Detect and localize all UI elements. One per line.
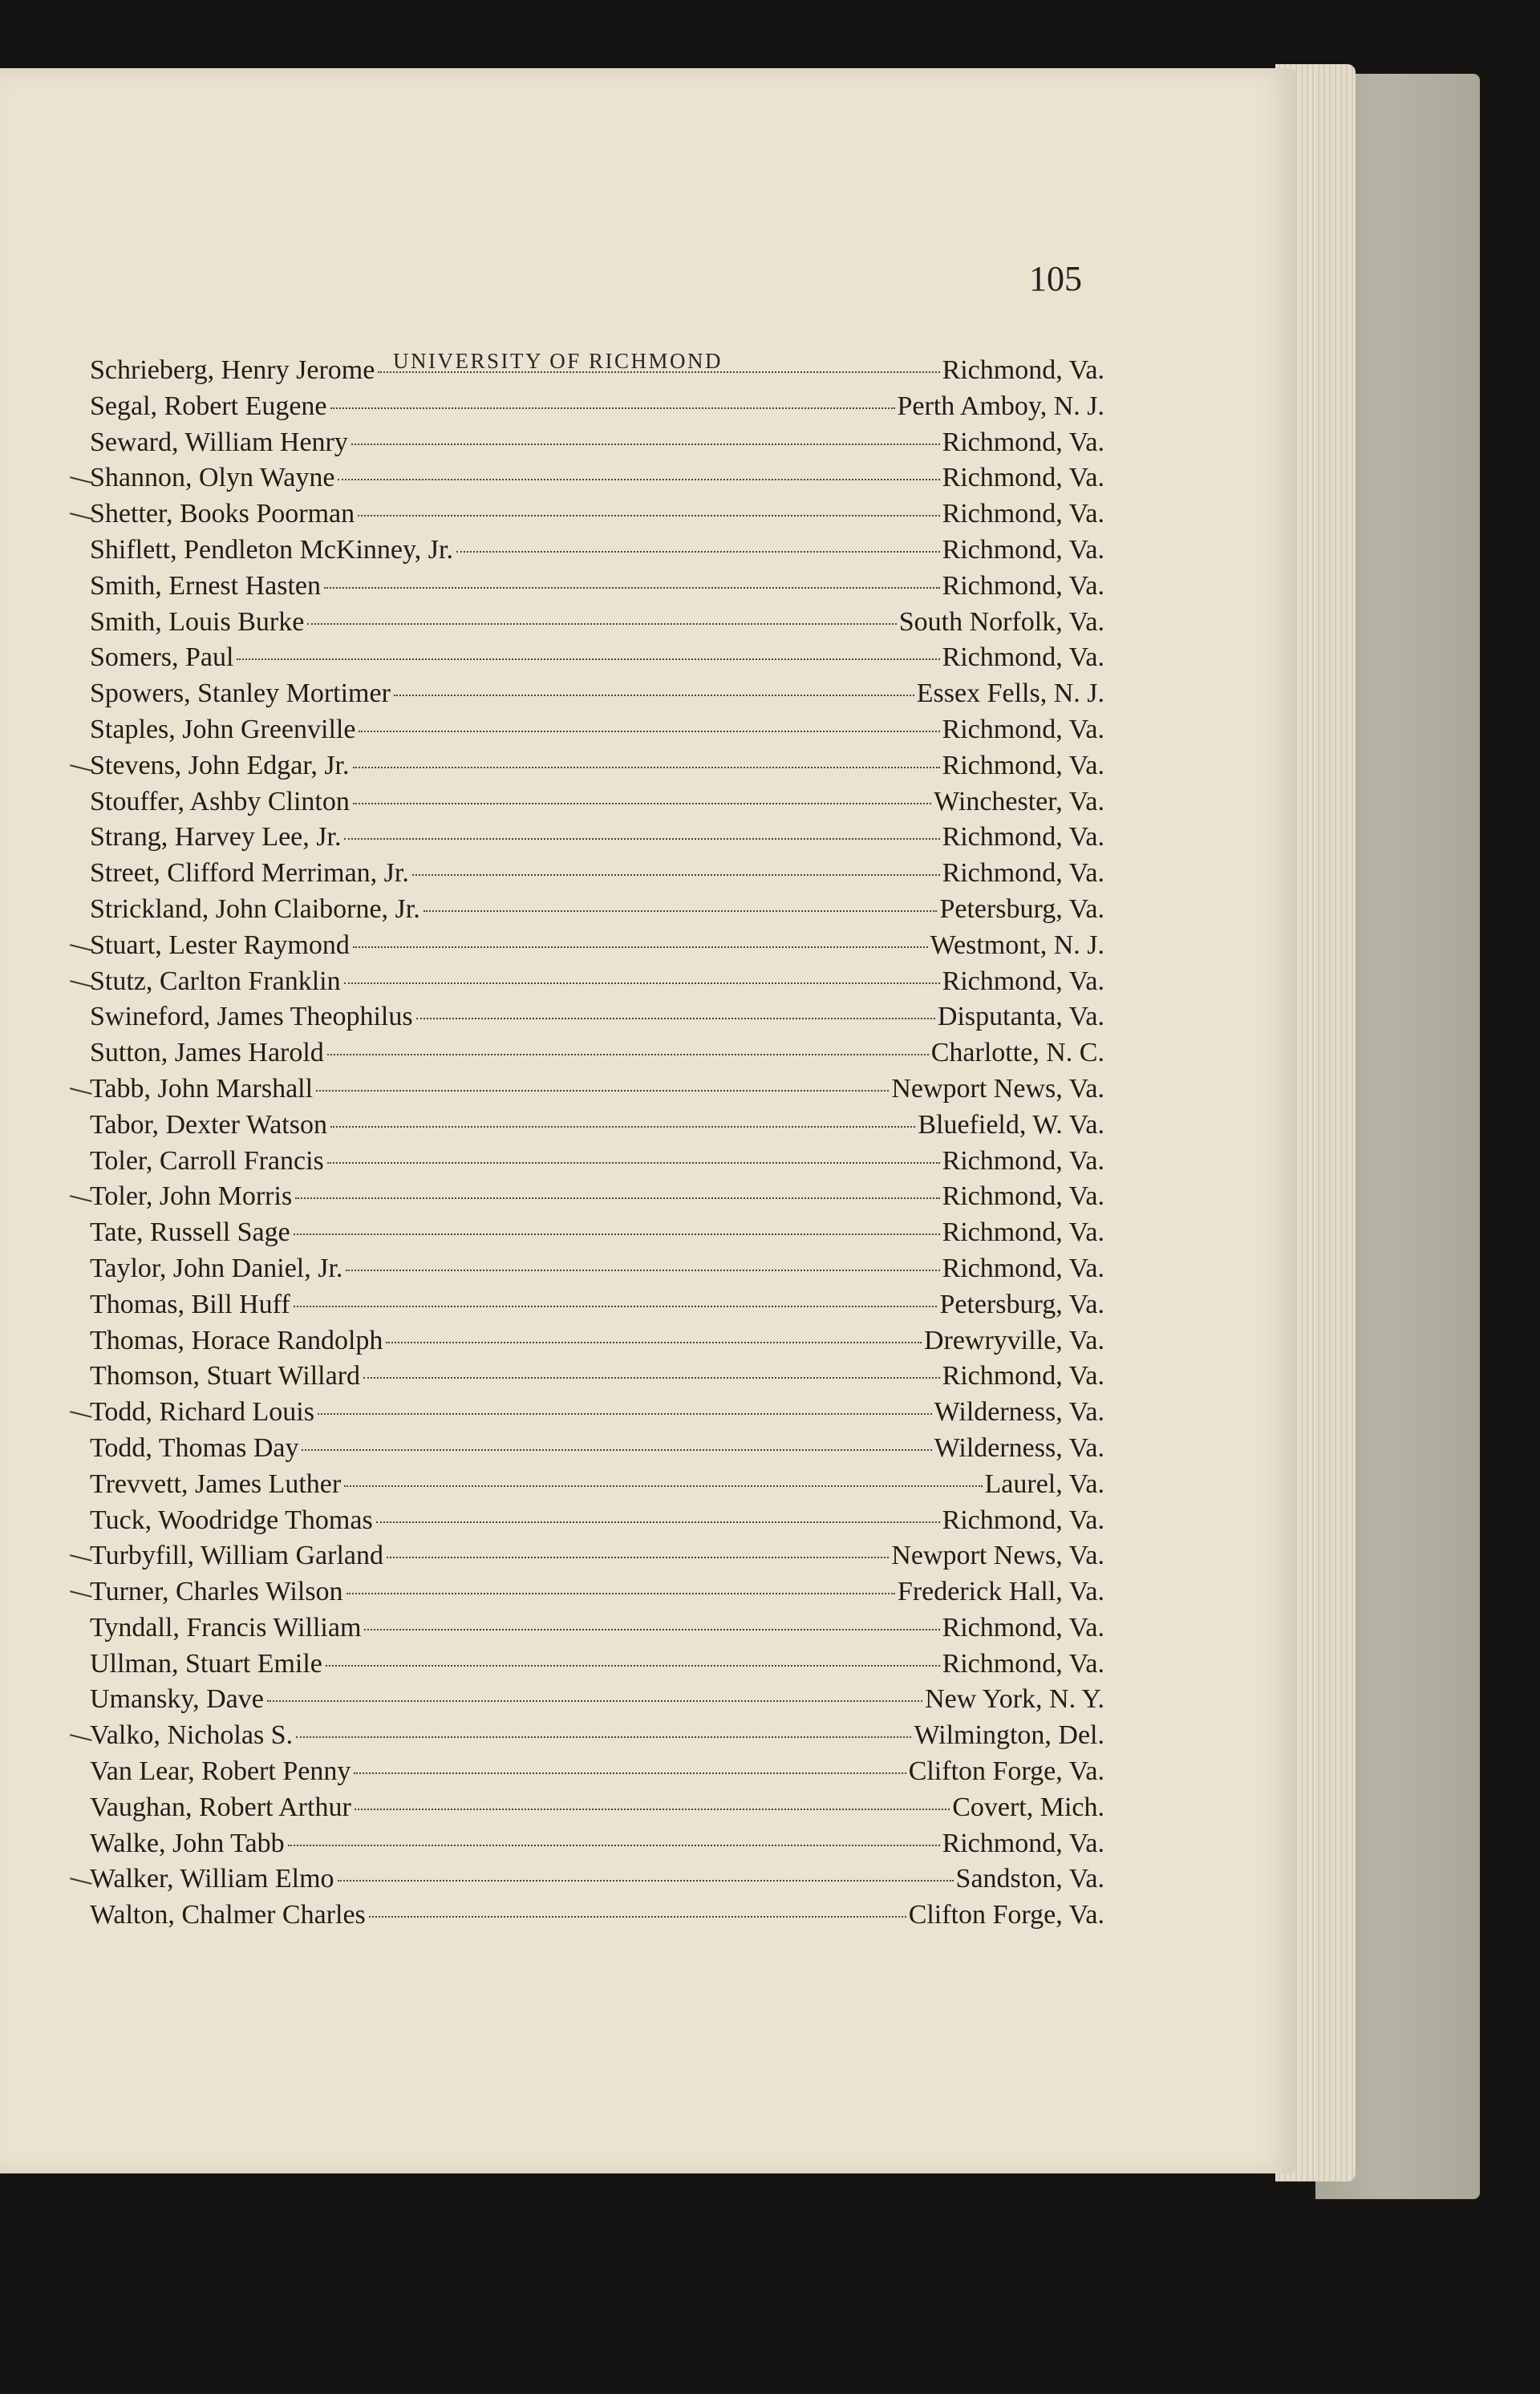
dot-leader	[351, 444, 940, 445]
entry-hometown: Winchester, Va.	[934, 786, 1104, 816]
dot-leader	[330, 1126, 915, 1128]
entry-hometown: Charlotte, N. C.	[930, 1038, 1104, 1068]
directory-entry	[90, 1359, 1104, 1395]
entry-name: Thomson, Stuart Willard	[90, 1361, 361, 1391]
dot-leader	[288, 1845, 940, 1846]
directory-entry	[90, 353, 1104, 389]
dot-leader	[267, 1700, 922, 1702]
dot-leader	[363, 1377, 940, 1379]
entry-hometown: Drewryville, Va.	[923, 1325, 1104, 1355]
directory-entry	[90, 1682, 1104, 1718]
directory-entry	[90, 1108, 1104, 1144]
running-head: UNIVERSITY OF RICHMOND	[393, 349, 723, 373]
entry-hometown: Richmond, Va.	[942, 966, 1104, 996]
dot-leader	[294, 1233, 940, 1235]
dot-leader	[327, 1054, 929, 1055]
directory-entry	[90, 1898, 1104, 1934]
directory-entry	[90, 1395, 1104, 1431]
dot-leader	[327, 1162, 940, 1164]
directory-entry	[90, 1467, 1104, 1503]
entry-name: Schrieberg, Henry Jerome	[90, 355, 375, 385]
dot-leader	[353, 803, 931, 804]
dot-leader	[237, 658, 939, 660]
entry-hometown: Frederick Hall, Va.	[897, 1577, 1104, 1607]
dot-leader	[338, 479, 939, 480]
dot-leader	[416, 1018, 935, 1019]
entry-name: Tuck, Woodridge Thomas	[90, 1505, 373, 1535]
entry-name: Swineford, James Theophilus	[90, 1002, 413, 1032]
dot-leader	[346, 1270, 939, 1271]
entry-hometown: New York, N. Y.	[925, 1684, 1104, 1715]
dot-leader	[424, 910, 938, 912]
directory-entry	[90, 892, 1104, 928]
entry-name: Toler, Carroll Francis	[90, 1145, 324, 1176]
directory-entry	[90, 605, 1104, 641]
directory-entry	[90, 1754, 1104, 1790]
entry-name: Walker, William Elmo	[90, 1864, 334, 1894]
entry-hometown: Richmond, Va.	[942, 642, 1104, 673]
entry-hometown: Richmond, Va.	[942, 1361, 1104, 1391]
dot-leader	[412, 874, 940, 876]
entry-name: Stuart, Lester Raymond	[90, 930, 350, 960]
entry-hometown: Richmond, Va.	[942, 534, 1104, 565]
dot-leader	[387, 1557, 889, 1558]
dot-leader	[344, 838, 939, 840]
entry-hometown: Clifton Forge, Va.	[908, 1756, 1104, 1787]
directory-entry	[90, 1431, 1104, 1467]
entry-hometown: Richmond, Va.	[942, 1253, 1104, 1283]
dot-leader	[386, 1342, 922, 1343]
directory-entry	[90, 1610, 1104, 1647]
entry-name: Van Lear, Robert Penny	[90, 1756, 351, 1787]
entry-hometown: Newport News, Va.	[891, 1073, 1104, 1104]
dot-leader	[294, 1306, 938, 1307]
entry-name: Tabor, Dexter Watson	[90, 1109, 327, 1140]
entry-name: Sutton, James Harold	[90, 1038, 324, 1068]
entry-name: Tate, Russell Sage	[90, 1217, 290, 1248]
entry-hometown: Richmond, Va.	[942, 714, 1104, 744]
entry-hometown: Wilderness, Va.	[934, 1432, 1104, 1463]
entry-hometown: Covert, Mich.	[952, 1792, 1104, 1822]
entry-name: Ullman, Stuart Emile	[90, 1648, 322, 1679]
dot-leader	[295, 1197, 939, 1199]
entry-name: Turner, Charles Wilson	[90, 1577, 343, 1607]
entry-hometown: Perth Amboy, N. J.	[897, 391, 1104, 421]
entry-name: Seward, William Henry	[90, 427, 348, 457]
entry-hometown: South Norfolk, Va.	[898, 606, 1104, 637]
directory-entry	[90, 533, 1104, 569]
dot-leader	[302, 1449, 931, 1451]
directory-entry	[90, 712, 1104, 748]
entry-name: Shiflett, Pendleton McKinney, Jr.	[90, 534, 453, 565]
dot-leader	[344, 982, 940, 984]
entry-name: Staples, John Greenville	[90, 714, 356, 744]
directory-entry	[90, 1503, 1104, 1539]
directory-entry	[90, 928, 1104, 964]
entry-name: Shetter, Books Poorman	[90, 499, 355, 529]
entry-hometown: Newport News, Va.	[891, 1541, 1104, 1571]
dot-leader	[456, 551, 940, 553]
dot-leader	[353, 946, 928, 948]
entry-name: Smith, Ernest Hasten	[90, 570, 322, 601]
entry-name: Taylor, John Daniel, Jr.	[90, 1253, 343, 1283]
dot-leader	[316, 1090, 889, 1092]
dot-leader	[376, 1521, 940, 1523]
entry-name: Strang, Harvey Lee, Jr.	[90, 822, 342, 853]
directory-entry	[90, 1323, 1104, 1359]
entry-hometown: Richmond, Va.	[942, 858, 1104, 889]
dot-leader	[354, 1772, 906, 1774]
directory-entry	[90, 1287, 1104, 1323]
entry-hometown: Richmond, Va.	[942, 427, 1104, 457]
directory-entry	[90, 1251, 1104, 1287]
directory-entry	[90, 820, 1104, 856]
directory-entry	[90, 999, 1104, 1035]
entry-hometown: Essex Fells, N. J.	[916, 679, 1104, 709]
dot-leader	[394, 695, 914, 696]
dot-leader	[344, 1485, 982, 1487]
dot-leader	[364, 1629, 939, 1630]
entry-hometown: Petersburg, Va.	[939, 1289, 1104, 1319]
directory-entry	[90, 676, 1104, 712]
dot-leader	[324, 587, 940, 589]
entry-hometown: Bluefield, W. Va.	[918, 1109, 1104, 1140]
entry-hometown: Richmond, Va.	[942, 1181, 1104, 1212]
dot-leader	[296, 1736, 911, 1738]
entry-name: Street, Clifford Merriman, Jr.	[90, 858, 409, 889]
directory-entry	[90, 784, 1104, 820]
dot-leader	[307, 623, 896, 625]
entry-name: Spowers, Stanley Mortimer	[90, 679, 391, 709]
directory-entry	[90, 1179, 1104, 1215]
directory-entry	[90, 1826, 1104, 1862]
entry-hometown: Richmond, Va.	[942, 1828, 1104, 1858]
entry-hometown: Richmond, Va.	[942, 750, 1104, 780]
directory-entry	[90, 1071, 1104, 1108]
entry-name: Smith, Louis Burke	[90, 606, 305, 637]
entry-hometown: Richmond, Va.	[942, 570, 1104, 601]
entry-hometown: Richmond, Va.	[942, 1145, 1104, 1176]
entry-name: Thomas, Bill Huff	[90, 1289, 290, 1319]
directory-entry	[90, 856, 1104, 892]
entry-hometown: Richmond, Va.	[942, 1648, 1104, 1679]
dot-leader	[330, 407, 895, 409]
entry-hometown: Disputanta, Va.	[937, 1002, 1104, 1032]
dot-leader	[318, 1413, 932, 1415]
entry-name: Strickland, John Claiborne, Jr.	[90, 893, 420, 924]
entry-hometown: Richmond, Va.	[942, 1505, 1104, 1535]
entry-name: Todd, Richard Louis	[90, 1397, 314, 1428]
dot-leader	[346, 1593, 895, 1594]
directory-entry	[90, 1035, 1104, 1071]
dot-leader	[378, 371, 939, 373]
directory-entry	[90, 640, 1104, 676]
page-number: 105	[1029, 259, 1082, 298]
entry-name: Valko, Nicholas S.	[90, 1720, 294, 1751]
entry-name: Tyndall, Francis William	[90, 1612, 362, 1643]
entry-name: Tabb, John Marshall	[90, 1073, 314, 1104]
entry-hometown: Wilmington, Del.	[914, 1720, 1104, 1751]
entry-name: Shannon, Olyn Wayne	[90, 463, 335, 493]
entry-name: Walke, John Tabb	[90, 1828, 285, 1858]
entry-hometown: Richmond, Va.	[942, 355, 1104, 385]
directory-entry	[90, 1538, 1104, 1574]
entry-hometown: Richmond, Va.	[942, 1217, 1104, 1248]
entry-hometown: Richmond, Va.	[942, 1612, 1104, 1643]
directory-entry	[90, 1215, 1104, 1251]
student-directory-list	[90, 353, 1104, 1934]
entry-name: Stouffer, Ashby Clinton	[90, 786, 350, 816]
entry-hometown: Petersburg, Va.	[939, 893, 1104, 924]
directory-entry	[90, 748, 1104, 784]
entry-name: Toler, John Morris	[90, 1181, 293, 1212]
directory-entry	[90, 496, 1104, 533]
entry-hometown: Richmond, Va.	[942, 822, 1104, 853]
entry-name: Somers, Paul	[90, 642, 234, 673]
entry-hometown: Sandston, Va.	[955, 1864, 1104, 1894]
entry-hometown: Laurel, Va.	[984, 1468, 1104, 1499]
entry-name: Trevvett, James Luther	[90, 1468, 342, 1499]
entry-hometown: Richmond, Va.	[942, 463, 1104, 493]
directory-entry	[90, 1790, 1104, 1826]
directory-entry	[90, 1574, 1104, 1610]
entry-name: Walton, Chalmer Charles	[90, 1900, 366, 1930]
entry-hometown: Clifton Forge, Va.	[908, 1900, 1104, 1930]
entry-name: Vaughan, Robert Arthur	[90, 1792, 351, 1822]
directory-entry	[90, 1144, 1104, 1180]
entry-hometown: Wilderness, Va.	[934, 1397, 1104, 1428]
directory-entry	[90, 460, 1104, 496]
dot-leader	[359, 731, 939, 732]
dot-leader	[326, 1665, 940, 1667]
directory-entry	[90, 569, 1104, 605]
directory-entry	[90, 1861, 1104, 1898]
entry-hometown: Westmont, N. J.	[930, 930, 1104, 960]
entry-name: Thomas, Horace Randolph	[90, 1325, 383, 1355]
entry-name: Turbyfill, William Garland	[90, 1541, 383, 1571]
directory-entry	[90, 1647, 1104, 1683]
entry-name: Stutz, Carlton Franklin	[90, 966, 341, 996]
dot-leader	[338, 1880, 954, 1882]
entry-name: Todd, Thomas Day	[90, 1432, 299, 1463]
dot-leader	[355, 1809, 950, 1810]
directory-entry	[90, 425, 1104, 461]
entry-name: Segal, Robert Eugene	[90, 391, 327, 421]
directory-entry	[90, 389, 1104, 425]
entry-hometown: Richmond, Va.	[942, 499, 1104, 529]
dot-leader	[353, 767, 940, 768]
dot-leader	[369, 1916, 906, 1918]
entry-name: Stevens, John Edgar, Jr.	[90, 750, 350, 780]
dot-leader	[358, 515, 939, 516]
entry-name: Umansky, Dave	[90, 1684, 264, 1715]
directory-entry	[90, 964, 1104, 1000]
directory-entry	[90, 1718, 1104, 1754]
